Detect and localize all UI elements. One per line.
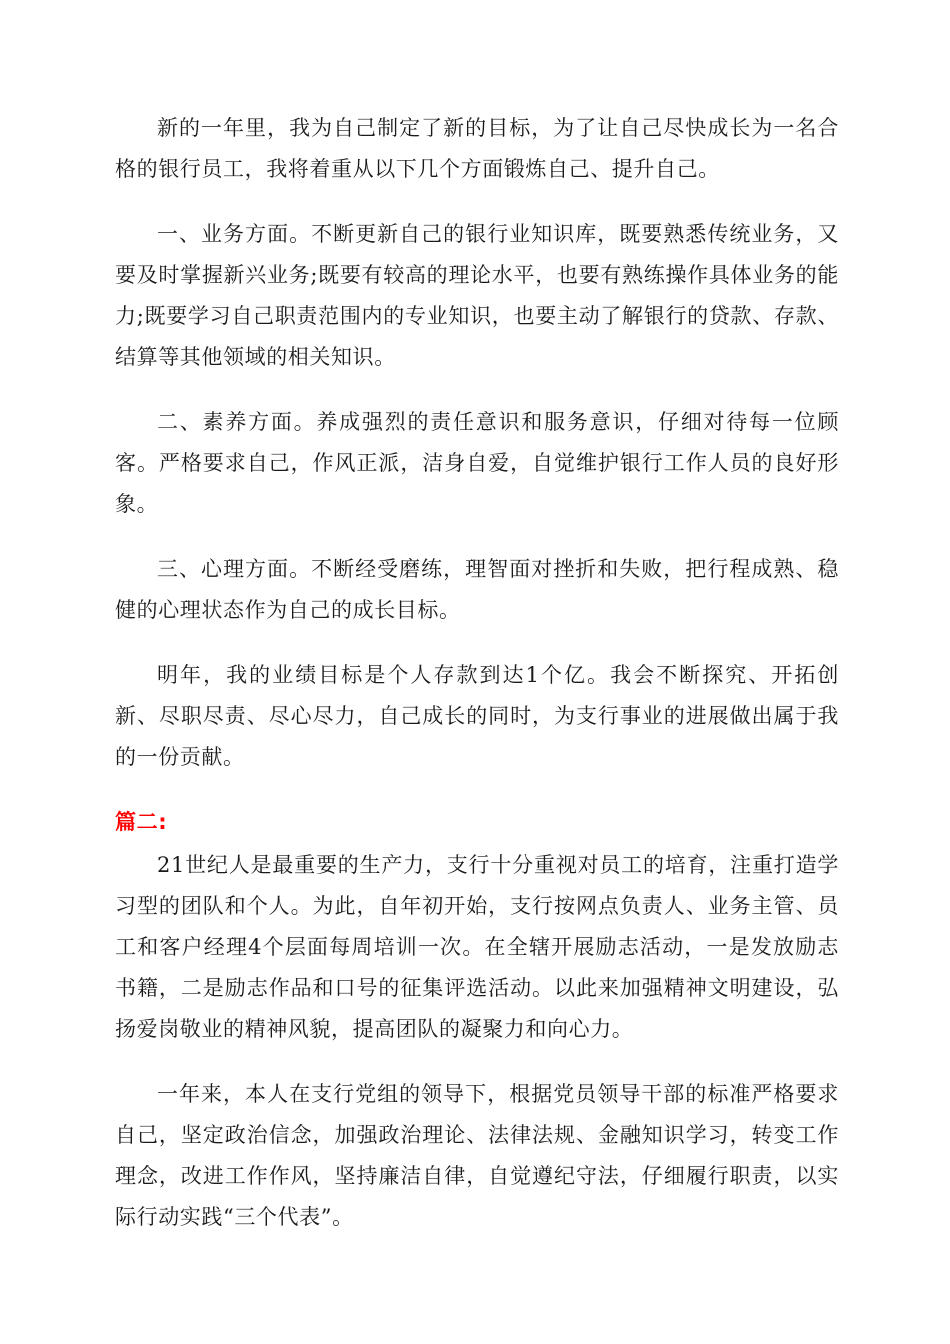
- paragraph-conduct: 一年来，本人在支行党组的领导下，根据党员领导干部的标准严格要求自己，坚定政治信念，加强政治理论、法律法规、金融知识学习，转变工作理念，改进工作作风，坚持廉洁自律，自觉遵纪守法，仔细履行职责，以实际行动实践“三个代表”。: [115, 1082, 839, 1229]
- paragraph-new-year-goals: 新的一年里，我为自己制定了新的目标，为了让自己尽快成长为一名合格的银行员工，我将着重从以下几个方面锻炼自己、提升自己。: [115, 116, 839, 181]
- document-body: [115, 108, 839, 1262]
- paragraph-quality: 二、素养方面。养成强烈的责任意识和服务意识，仔细对待每一位顾客。严格要求自己，作风正派，洁身自爱，自觉维护银行工作人员的良好形象。: [115, 410, 839, 516]
- paragraph-performance-goal: 明年，我的业绩目标是个人存款到达1个亿。我会不断探究、开拓创新、尽职尽责、尽心尽力，自己成长的同时，为支行事业的进展做出属于我的一份贡献。: [115, 663, 839, 769]
- section-heading: 篇二:: [115, 810, 168, 834]
- paragraph-training: 21世纪人是最重要的生产力，支行十分重视对员工的培育，注重打造学习型的团队和个人。为此，自年初开始，支行按网点负责人、业务主管、员工和客户经理4个层面每周培训一次。在全辖开展励志活动，一是发放励志书籍，二是励志作品和口号的征集评选活动。以此来加强精神文明建设，弘扬爱岗敬业的精神风貌，提高团队的凝聚力和向心力。: [115, 853, 839, 1041]
- paragraph-psychology: 三、心理方面。不断经受磨练，理智面对挫折和失败，把行程成熟、稳健的心理状态作为自己的成长目标。: [115, 557, 839, 622]
- paragraph-business: 一、业务方面。不断更新自己的银行业知识库，既要熟悉传统业务，又要及时掌握新兴业务;既要有较高的理论水平，也要有熟练操作具体业务的能力;既要学习自己职责范围内的专业知识，也要主动了解银行的贷款、存款、结算等其他领域的相关知识。: [115, 222, 839, 369]
